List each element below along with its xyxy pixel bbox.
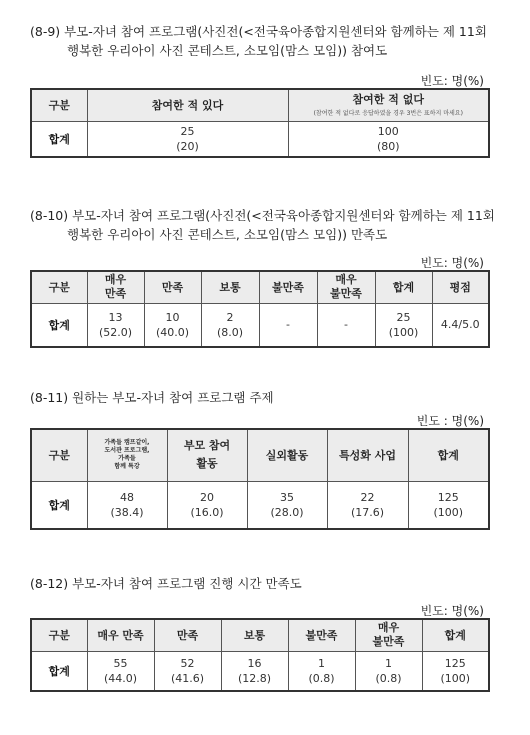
cell-count: 52 [180,656,195,670]
cell [355,651,422,691]
cell-pct: (12.8) [237,671,272,685]
header-outdoor: 실외활동 [247,429,327,481]
cell-pct: (52.0) [98,325,133,339]
cell [422,651,489,691]
cell [221,651,288,691]
header-satisfied: 만족 [144,271,201,303]
header-gubun: 구분 [31,429,87,481]
cell-count: 1 [385,656,392,670]
cell [87,481,167,529]
header-gubun: 구분 [31,619,87,651]
cell-pct: (0.8) [308,671,335,685]
header-line: 부모 참여 [183,439,231,453]
cell [327,481,408,529]
header-very-satisfied [87,271,144,303]
cell-count: 25 [396,310,411,324]
cell-pct: (20) [176,139,199,153]
header-score: 평점 [432,271,489,303]
cell [288,121,489,157]
row-label: 합계 [31,481,87,529]
row-label: 합계 [31,121,87,157]
header-total: 합계 [408,429,489,481]
unit-label: 빈도: 명(%) [420,256,484,270]
header-line: 도서관 프로그램, [104,447,150,455]
header-line: 가족들 캠프같이, [104,439,150,447]
table-8-11 [30,428,490,530]
cell-count: 13 [108,310,123,324]
title-line-1: (8-11) 원하는 부모-자녀 참여 프로그램 주제 [30,390,274,405]
header-line: 매우 [104,273,127,287]
cell-count: 125 [437,490,459,504]
cell-count: 2 [226,310,234,324]
table-8-10 [30,270,490,348]
header-row [31,429,489,481]
header-very-dissatisfied [317,271,375,303]
title-line-1: (8-10) 부모-자녀 참여 프로그램(사진전(<전국육아종합지원센터와 함께하는 제 11회 [30,208,495,223]
title-line-2: 행복한 우리아이 사진 콘테스트, 소모임(맘스 모임)) 만족도 [67,227,388,242]
header-participated [87,89,288,121]
header-line: 매우 [377,621,400,635]
unit-label: 빈도: 명(%) [420,74,484,88]
header-not-participated [288,89,489,121]
header-note: (참여한 적 없다로 응답하였을 경우 3번은 표하지 마세요) [313,109,463,117]
header-total: 합계 [422,619,489,651]
cell-count: 20 [200,490,214,504]
header-line: 만족 [104,287,127,301]
cell-pct: (80) [376,139,400,153]
cell-count: - [286,318,290,332]
section-title-8-9 [30,22,487,60]
cell-count: - [344,318,348,332]
title-line-1: (8-9) 부모-자녀 참여 프로그램(사진전(<전국육아종합지원센터와 함께하는 제 11회 [30,24,487,39]
cell [247,481,327,529]
cell-pct: (41.6) [170,671,205,685]
header-neutral: 보통 [221,619,288,651]
cell [87,651,154,691]
cell [317,303,375,347]
cell-pct: (100) [440,671,471,685]
header-dissatisfied: 불만족 [259,271,317,303]
cell-count: 55 [113,656,128,670]
table-8-9 [30,88,490,158]
cell-count: 125 [444,656,466,670]
cell-count: 100 [377,124,399,138]
cell [167,481,247,529]
cell-count: 48 [120,490,134,504]
cell [87,303,144,347]
cell [144,303,201,347]
header-total: 합계 [375,271,432,303]
cell-count: 35 [280,490,294,504]
cell-pct: (38.4) [110,505,144,519]
header-row [31,271,489,303]
header-row [31,619,489,651]
cell [288,651,355,691]
header-line: 매우 [335,273,357,287]
table-row [31,651,489,691]
header-line: 활동 [196,457,218,471]
title-line-1: (8-12) 부모-자녀 참여 프로그램 진행 시간 만족도 [30,576,302,591]
cell [259,303,317,347]
cell-count: 10 [165,310,180,324]
section-title-8-10 [30,206,495,244]
unit-label: 빈도 : 명(%) [416,414,484,428]
cell-score: 4.4/5.0 [432,303,489,347]
header-special-program: 특성화 사업 [327,429,408,481]
header-very-satisfied: 매우 만족 [87,619,154,651]
header-very-dissatisfied [355,619,422,651]
cell-pct: (28.0) [270,505,304,519]
header-parent-activity [167,429,247,481]
table-8-12 [30,618,490,692]
cell-pct: (44.0) [103,671,138,685]
header-dissatisfied: 불만족 [288,619,355,651]
header-line: 불만족 [372,635,405,649]
table-row [31,121,489,157]
cell-pct: (17.6) [350,505,385,519]
header-gubun: 구분 [31,89,87,121]
cell-pct: (100) [388,325,419,339]
header-gubun: 구분 [31,271,87,303]
cell-count: 16 [247,656,262,670]
row-label: 합계 [31,651,87,691]
cell-pct: (40.0) [155,325,190,339]
cell [201,303,259,347]
cell-count: 25 [180,124,195,138]
header-row [31,89,489,121]
cell [408,481,489,529]
header-family-programs [87,429,167,481]
cell-count: 1 [318,656,325,670]
cell-pct: (8.0) [216,325,244,339]
header-participated-label: 참여한 적 있다 [151,99,224,113]
header-line: 함께 특강 [114,463,140,471]
header-not-participated-label: 참여한 적 없다 [352,92,424,106]
cell-count: 22 [360,490,375,504]
cell-pct: (16.0) [190,505,224,519]
header-satisfied: 만족 [154,619,221,651]
header-line: 가족들 [118,455,136,463]
cell-pct: (100) [433,505,464,519]
title-line-2: 행복한 우리아이 사진 콘테스트, 소모임(맘스 모임)) 참여도 [67,43,388,58]
header-line: 불만족 [330,287,362,301]
cell-pct: (0.8) [375,671,402,685]
section-title-8-11 [30,388,274,407]
unit-label: 빈도: 명(%) [420,604,484,618]
cell [87,121,288,157]
table-row [31,303,489,347]
header-neutral: 보통 [201,271,259,303]
row-label: 합계 [31,303,87,347]
cell [375,303,432,347]
cell [154,651,221,691]
table-row [31,481,489,529]
section-title-8-12 [30,574,302,593]
